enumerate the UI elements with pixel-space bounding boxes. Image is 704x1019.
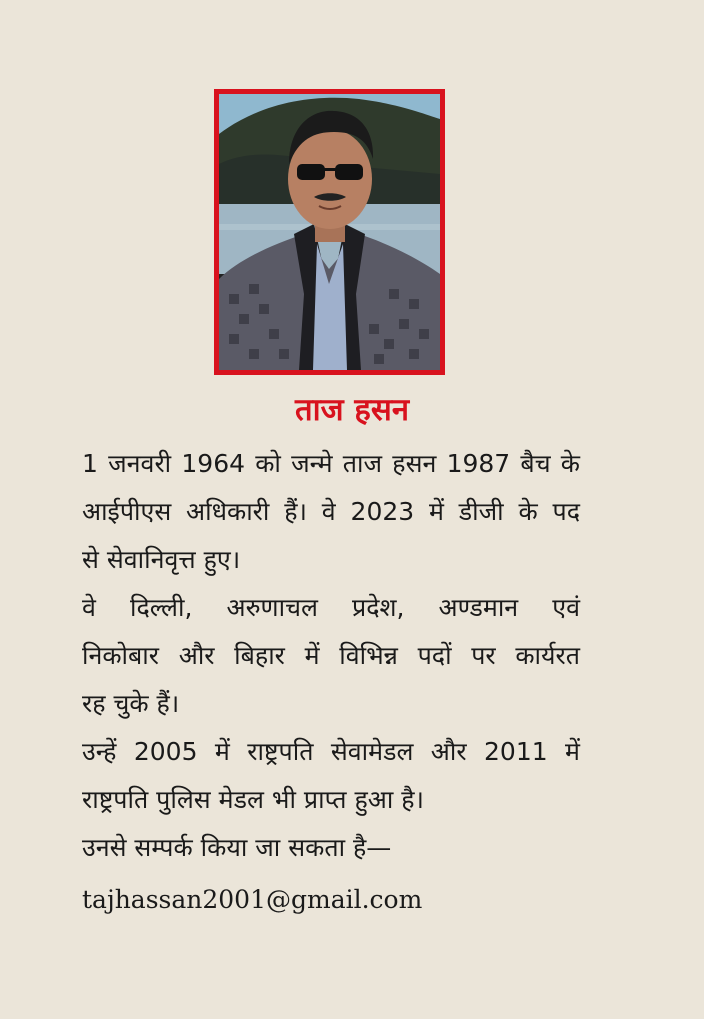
author-email: tajhassan2001@gmail.com bbox=[82, 885, 423, 914]
author-bio bbox=[82, 440, 580, 924]
bio-line: उनसे सम्पर्क किया जा सकता है— bbox=[82, 833, 392, 862]
bio-line: आईपीएस अधिकारी हैं। वे 2023 में डीजी के पद bbox=[82, 497, 580, 526]
bio-line: राष्ट्रपति पुलिस मेडल भी प्राप्त हुआ है। bbox=[82, 785, 424, 814]
bio-line: से सेवानिवृत्त हुए। bbox=[82, 545, 241, 574]
author-photo bbox=[214, 89, 445, 375]
bio-line: उन्हें 2005 में राष्ट्रपति सेवामेडल और 2011 में bbox=[82, 737, 580, 766]
author-photo-illustration bbox=[219, 94, 440, 370]
bio-line: रह चुके हैं। bbox=[82, 689, 180, 718]
bio-line: वे दिल्ली, अरुणाचल प्रदेश, अण्डमान एवं bbox=[82, 593, 580, 622]
bio-line: 1 जनवरी 1964 को जन्मे ताज हसन 1987 बैच के bbox=[82, 449, 580, 478]
bio-line: निकोबार और बिहार में विभिन्न पदों पर कार्यरत bbox=[82, 641, 580, 670]
author-name: ताज हसन bbox=[294, 392, 410, 428]
